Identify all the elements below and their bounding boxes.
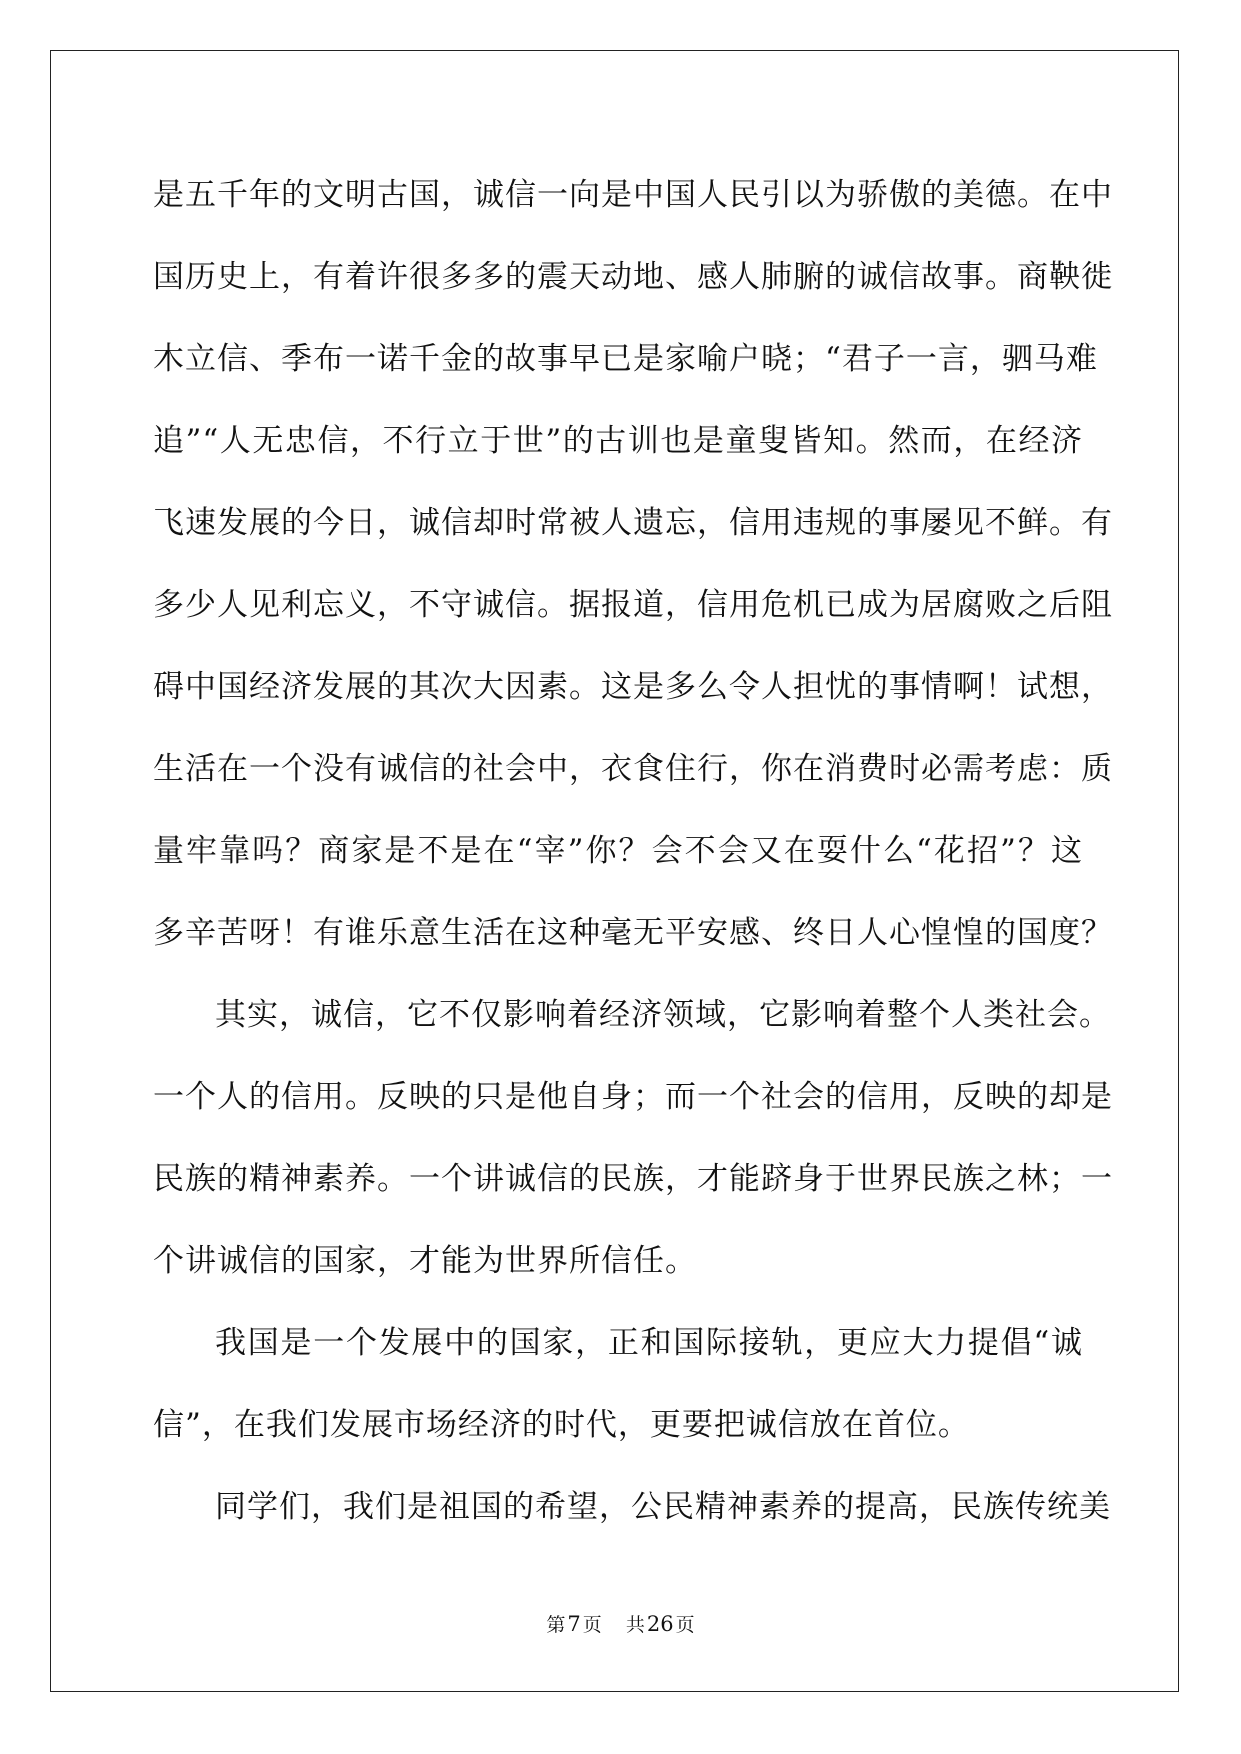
paragraph-start-line: 我国是一个发展中的国家，正和国际接轨，更应大力提倡“诚 [215, 1325, 1083, 1361]
text-line: 量牢靠吗？商家是不是在“宰”你？会不会又在耍什么“花招”？这 [153, 833, 1083, 869]
paragraph-end-line: 个讲诚信的国家，才能为世界所信任。 [153, 1243, 697, 1279]
text-line: 一个人的信用。反映的只是他自身；而一个社会的信用，反映的却是 [153, 1079, 1113, 1115]
paragraph-start-line: 其实，诚信，它不仅影响着经济领域，它影响着整个人类社会。 [215, 997, 1111, 1033]
text-line: 是五千年的文明古国，诚信一向是中国人民引以为骄傲的美德。在中 [153, 177, 1113, 213]
page-footer [0, 1610, 1241, 1637]
text-line: 木立信、季布一诺千金的故事早已是家喻户晓；“君子一言，驷马难 [153, 341, 1098, 377]
text-line: 追”“人无忠信，不行立于世”的古训也是童叟皆知。然而，在经济 [153, 423, 1083, 459]
paragraph-start-line: 同学们，我们是祖国的希望，公民精神素养的提高，民族传统美 [215, 1489, 1111, 1525]
total-prefix: 共 [625, 1614, 645, 1636]
page-prefix: 第 [546, 1614, 566, 1636]
text-line: 碍中国经济发展的其次大因素。这是多么令人担忧的事情啊！试想， [153, 669, 1113, 705]
total-pages: 26 [646, 1612, 674, 1636]
text-line: 多少人见利忘义，不守诚信。据报道，信用危机已成为居腐败之后阻 [153, 587, 1113, 623]
text-line: 民族的精神素养。一个讲诚信的民族，才能跻身于世界民族之林；一 [153, 1161, 1113, 1197]
text-line: 生活在一个没有诚信的社会中，衣食住行，你在消费时必需考虑：质 [153, 751, 1113, 787]
document-body [153, 160, 1113, 1554]
text-line: 国历史上，有着许很多多的震天动地、感人肺腑的诚信故事。商鞅徙 [153, 259, 1113, 295]
page-number: 7 [567, 1612, 581, 1636]
paragraph-end-line: 信”，在我们发展市场经济的时代，更要把诚信放在首位。 [153, 1407, 970, 1443]
total-suffix: 页 [675, 1614, 695, 1636]
text-line: 飞速发展的今日，诚信却时常被人遗忘，信用违规的事屡见不鲜。有 [153, 505, 1113, 541]
page-suffix: 页 [582, 1614, 602, 1636]
text-line: 多辛苦呀！有谁乐意生活在这种毫无平安感、终日人心惶惶的国度？ [153, 915, 1113, 951]
